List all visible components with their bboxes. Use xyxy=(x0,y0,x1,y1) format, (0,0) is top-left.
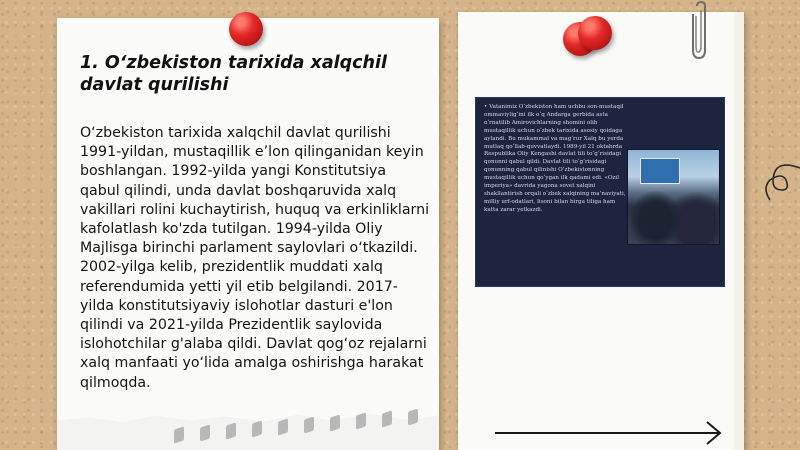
push-pin-icon xyxy=(578,16,612,50)
paper-clip-icon xyxy=(690,0,712,62)
perforation-hole xyxy=(252,420,262,437)
push-pin-icon xyxy=(229,12,263,46)
arrow-right-icon xyxy=(493,419,725,447)
slide-text: • Vatanimiz O‘zbekiston ham uchbu son-mustaqil ommaviylig‘ini ilk o‘q Andarga gerbida asta o‘rnatilib Amirovichlarning shomini olib mustaqillik uchun o‘zbek tarixida asosiy qoidaga aylandi. Bu mukammal va mag‘rur Xalq bu yerda mutlaq qo‘llab-quvvatlaydi. 1989-yil 21 oktabrda Respublika Oliy Kengashi davlat tili to‘g‘risidagi qonunni qabul qildi. Davlat tili to‘g‘risidagi qonunning qabul qilinishi O‘zbekistonning mustaqillik uchun qo‘ygan ilk qadami edi. «Ozil imperiya» davrida yagona sovet xalqini shakllantirish orqali o‘zbek xalqining ma’naviyati, milliy urf-odatlari, lisoni bilan birga tiliga ham katta zarar yetkazdi. xyxy=(484,104,626,213)
parliament-photo xyxy=(627,149,720,245)
perforation-hole xyxy=(330,414,340,431)
perforation-hole xyxy=(278,418,288,435)
perforation-hole xyxy=(226,422,236,439)
perforation-hole xyxy=(174,426,184,443)
perforation-hole xyxy=(408,408,418,425)
perforation-hole xyxy=(304,416,314,433)
perforation-hole xyxy=(382,410,392,427)
photo-screen xyxy=(640,158,680,184)
note-body: O‘zbekiston tarixida xalqchil davlat qurilishi 1991-yildan, mustaqillik e’lon qilinganidan keyin boshlangan. 1992-yilda yangi Konstitutsiya qabul qilindi, unda davlat boshqaruvida xalq vakillari rolini kuchaytirish, huquq va erkinliklarni kafolatlash ko'zda tutilgan. 1994-yilda Oliy Majlisga birinchi parlament saylovlari o‘tkazildi. 2002-yilga kelib, prezidentlik muddati xalq referendumida yetti yil etib belgilandi. 2017-yilda konstitutsiyaviy islohotlar dasturi e'lon qilindi va 2021-yilda Prezidentlik saylovida islohotchilar g'alaba qildi. Davlat qog‘oz rejalarni xalq manfaati yo‘lida amalga oshirishga harakat qilmoqda. xyxy=(80,125,430,391)
perforation-hole xyxy=(200,424,210,441)
perforation-hole xyxy=(356,412,366,429)
note-title: 1. O‘zbekiston tarixida xalqchil davlat qurilishi xyxy=(80,53,387,95)
perforation-holes xyxy=(170,406,440,446)
curly-line-icon xyxy=(760,150,800,210)
slide-thumbnail xyxy=(475,97,725,287)
